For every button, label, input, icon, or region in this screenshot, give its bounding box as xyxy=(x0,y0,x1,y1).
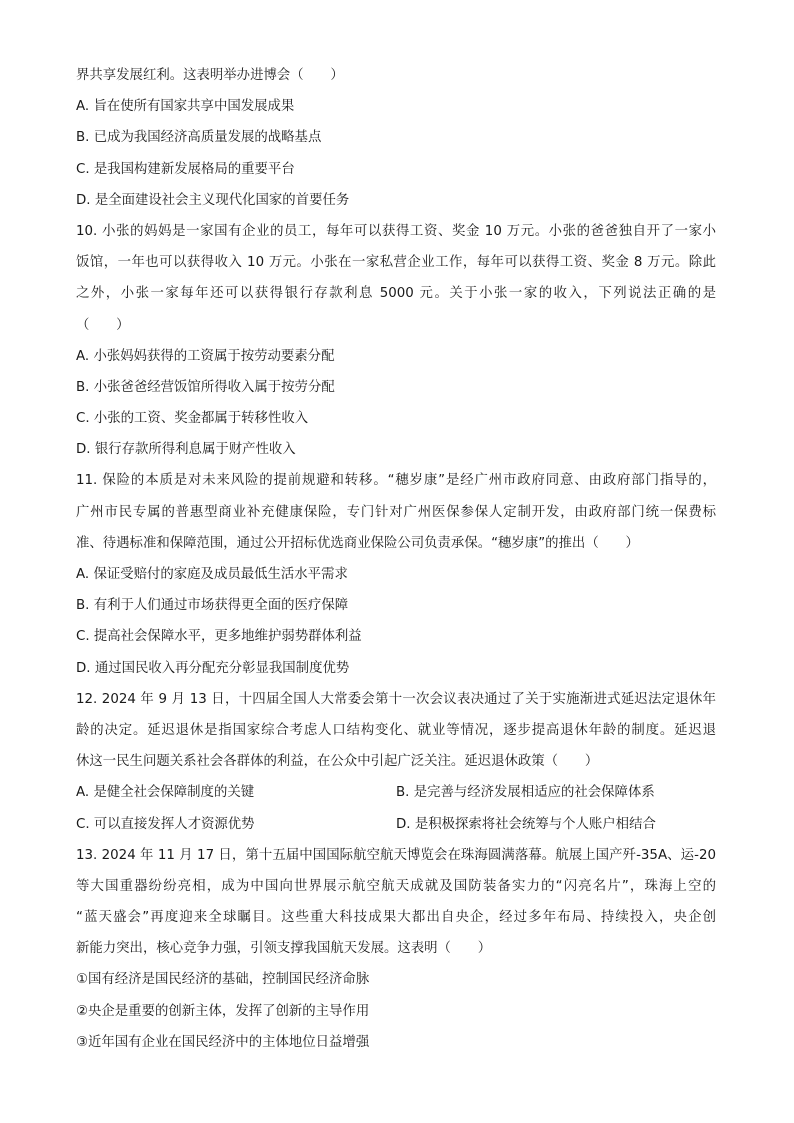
question-11-stem-line: 准、待遇标准和保障范围，通过公开招标优选商业保险公司负责承保。“穗岁康”的推出（ ） xyxy=(76,535,639,551)
question-10-option-b: B. 小张爸爸经营饭馆所得收入属于按劳分配 xyxy=(76,379,335,395)
question-10-stem-line: 10. 小张的妈妈是一家国有企业的员工，每年可以获得工资、奖金 10 万元。小张的爸爸独自开了一家小 xyxy=(76,223,716,239)
question-13-statement-1: ①国有经济是国民经济的基础，控制国民经济命脉 xyxy=(76,972,370,988)
question-11-stem-line: 11. 保险的本质是对未来风险的提前规避和转移。“穗岁康”是经广州市政府同意、由政府部门指导的， xyxy=(76,473,716,489)
question-12-option-b: B. 是完善与经济发展相适应的社会保障体系 xyxy=(396,785,655,801)
question-9-option-b: B. 已成为我国经济高质量发展的战略基点 xyxy=(76,130,322,146)
question-9-option-c: C. 是我国构建新发展格局的重要平台 xyxy=(76,161,295,177)
question-9-stem: 界共享发展红利。这表明举办进博会（ ） xyxy=(76,68,344,83)
question-10-option-d: D. 银行存款所得利息属于财产性收入 xyxy=(76,442,296,458)
question-9-option-a: A. 旨在使所有国家共享中国发展成果 xyxy=(76,99,295,115)
question-12 xyxy=(76,684,716,840)
question-10-answer-blank: （ ） xyxy=(76,317,130,333)
question-13-statement-2: ②央企是重要的创新主体，发挥了创新的主导作用 xyxy=(76,1003,370,1019)
question-10-option-a: A. 小张妈妈获得的工资属于按劳动要素分配 xyxy=(76,348,335,364)
question-13-statement-3: ③近年国有企业在国民经济中的主体地位日益增强 xyxy=(76,1034,370,1050)
question-10 xyxy=(76,216,716,466)
question-10-stem-line: 饭馆，一年也可以获得收入 10 万元。小张在一家私营企业工作，每年可以获得工资、奖金 8 万元。除此 xyxy=(76,255,716,271)
question-11-option-b: B. 有利于人们通过市场获得更全面的医疗保障 xyxy=(76,598,349,614)
question-12-stem-line: 龄的决定。延迟退休是指国家综合考虑人口结构变化、就业等情况，逐步提高退休年龄的制度。延迟退 xyxy=(76,722,716,738)
question-13-stem-line: 13. 2024 年 11 月 17 日，第十五届中国国际航空航天博览会在珠海圆满落幕。航展上国产歼-35A、运-20 xyxy=(76,847,716,863)
question-10-option-c: C. 小张的工资、奖金都属于转移性收入 xyxy=(76,411,309,427)
question-12-stem-line: 休这一民生问题关系社会各群体的利益，在公众中引起广泛关注。延迟退休政策（ ） xyxy=(76,754,599,770)
question-13-stem-line: 新能力突出，核心竞争力强，引领支撑我国航天发展。这表明（ ） xyxy=(76,941,492,957)
question-11-option-d: D. 通过国民收入再分配充分彰显我国制度优势 xyxy=(76,660,350,676)
question-11-stem-line: 广州市民专属的普惠型商业补充健康保险，专门针对广州医保参保人定制开发，由政府部门统一保费标 xyxy=(76,504,716,520)
question-12-options-row xyxy=(76,777,716,808)
question-12-option-d: D. 是积极探索将社会统筹与个人账户相结合 xyxy=(396,816,656,832)
question-content xyxy=(76,60,716,1058)
question-12-option-c: C. 可以直接发挥人才资源优势 xyxy=(76,816,255,832)
question-9 xyxy=(76,60,716,216)
question-10-stem-line: 之外，小张一家每年还可以获得银行存款利息 5000 元。关于小张一家的收入，下列说法正确的是 xyxy=(76,286,716,302)
question-13-stem-line: 等大国重器纷纷亮相，成为中国向世界展示航空航天成就及国防装备实力的“闪亮名片”，珠海上空的 xyxy=(76,878,716,894)
question-11-option-c: C. 提高社会保障水平，更多地维护弱势群体利益 xyxy=(76,629,362,645)
question-11-option-a: A. 保证受赔付的家庭及成员最低生活水平需求 xyxy=(76,567,348,582)
question-13 xyxy=(76,840,716,1058)
question-12-options-row xyxy=(76,809,716,840)
question-13-stem-line: “蓝天盛会”再度迎来全球瞩目。这些重大科技成果大都出自央企，经过多年布局、持续投入，央企创 xyxy=(76,910,716,926)
question-12-stem-line: 12. 2024 年 9 月 13 日，十四届全国人大常委会第十一次会议表决通过了关于实施渐进式延迟法定退休年 xyxy=(76,691,716,707)
question-11 xyxy=(76,465,716,683)
question-12-option-a: A. 是健全社会保障制度的关键 xyxy=(76,785,255,801)
question-9-option-d: D. 是全面建设社会主义现代化国家的首要任务 xyxy=(76,192,350,208)
